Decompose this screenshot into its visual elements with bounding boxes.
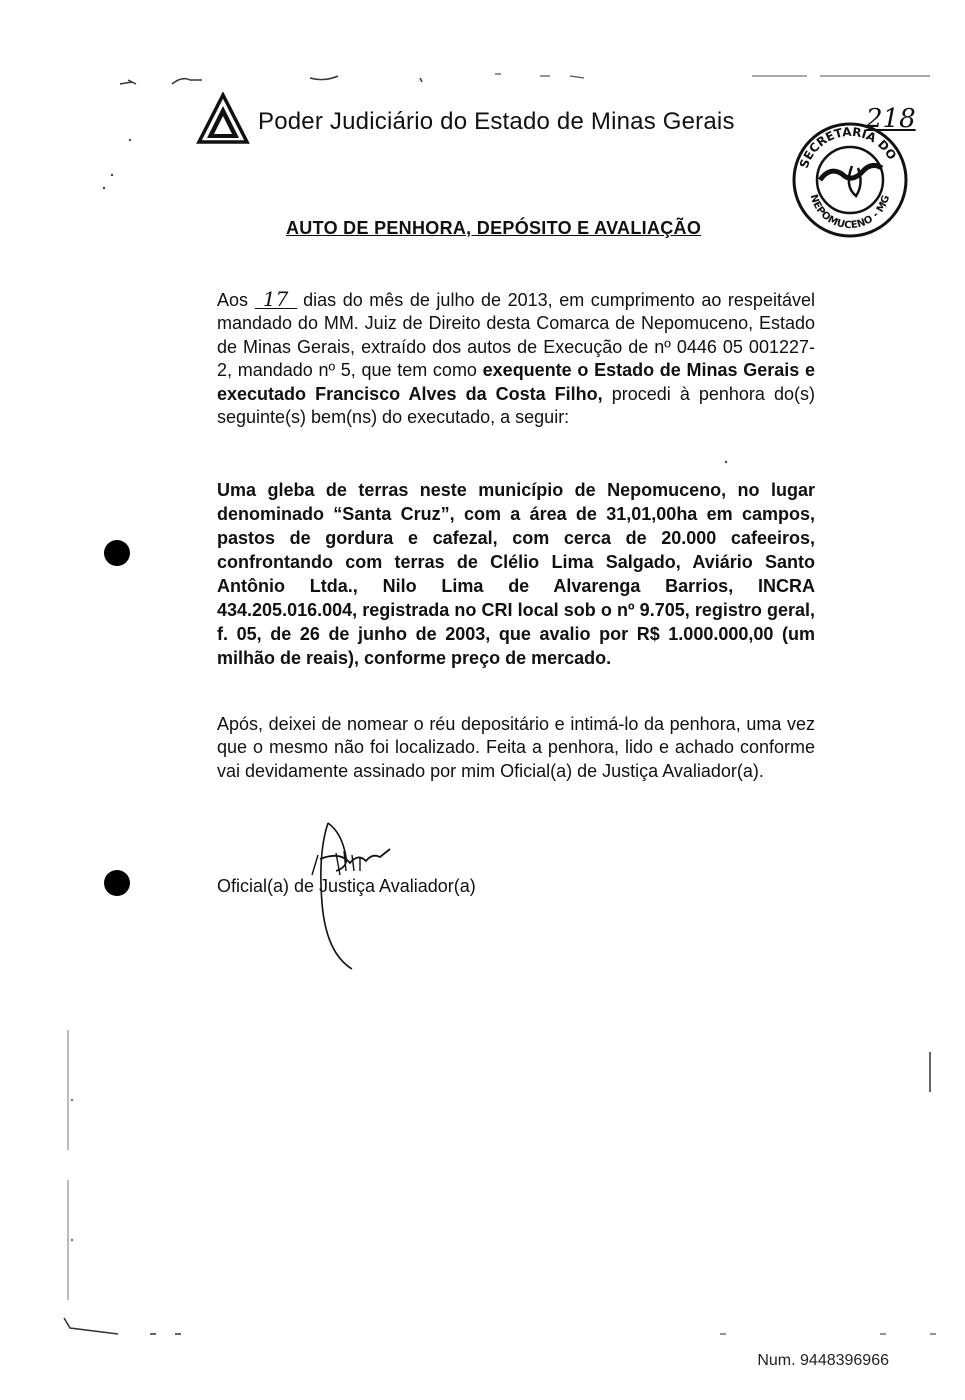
intro-prefix: Aos [217, 290, 255, 310]
signer-title: Oficial(a) de Justiça Avaliador(a) [217, 876, 476, 896]
punch-hole [104, 540, 130, 566]
official-stamp [790, 118, 910, 240]
page-number-handwritten: 218 [866, 104, 916, 134]
punch-hole [104, 870, 130, 896]
document-title: AUTO DE PENHORA, DEPÓSITO E AVALIAÇÃO [286, 218, 702, 238]
document-number: Num. 9448396966 [757, 1352, 889, 1369]
institution-name: Poder Judiciário do Estado de Minas Gerais [258, 108, 735, 135]
stamp-bottom-text: NEPOMUCENO - MG [807, 193, 893, 232]
stamp-top-text: SECRETARIA DO [796, 124, 900, 171]
intro-text-b: procedi à penhora do(s) seguinte(s) bem(ns) do executado, a seguir: [217, 383, 815, 428]
intro-parties: exequente o Estado de Minas Gerais e executado Francisco Alves da Costa Filho, [217, 360, 815, 404]
triangle-logo-icon [196, 92, 250, 146]
paragraph-intro [217, 289, 815, 429]
paragraph-closing: Após, deixei de nomear o réu depositário e intimá-lo da penhora, uma vez que o mesmo não foi localizado. Feita a penhora, lido e achado conforme vai devidamente assinado por mim Oficial(a) de Justiça Avaliador(a). [217, 714, 815, 781]
paragraph-property-description: Uma gleba de terras neste município de Nepomuceno, no lugar denominado “Santa Cruz”, com a área de 31,01,00ha em campos, pastos de gordura e cafezal, com cerca de 20.000 cafeeiros, confrontando com terras de Clélio Lima Salgado, Aviário Santo Antônio Ltda., Nilo Lima de Alvarenga Barrios, INCRA 434.205.016.004, registrada no CRI local sob o nº 9.705, registro geral, f. 05, de 26 de junho de 2003, que avalio por R$ 1.000.000,00 (um milhão de reais), conforme preço de mercado. [217, 480, 815, 668]
intro-text-a: dias do mês de julho de 2013, em cumprimento ao respeitável mandado do MM. Juiz de Direito desta Comarca de Nepomuceno, Estado de Minas Gerais, extraído dos autos de Execução de nº 0446 05 001227-2, mandado nº 5, que tem como [217, 290, 815, 381]
handwritten-day: 17 [255, 290, 297, 309]
